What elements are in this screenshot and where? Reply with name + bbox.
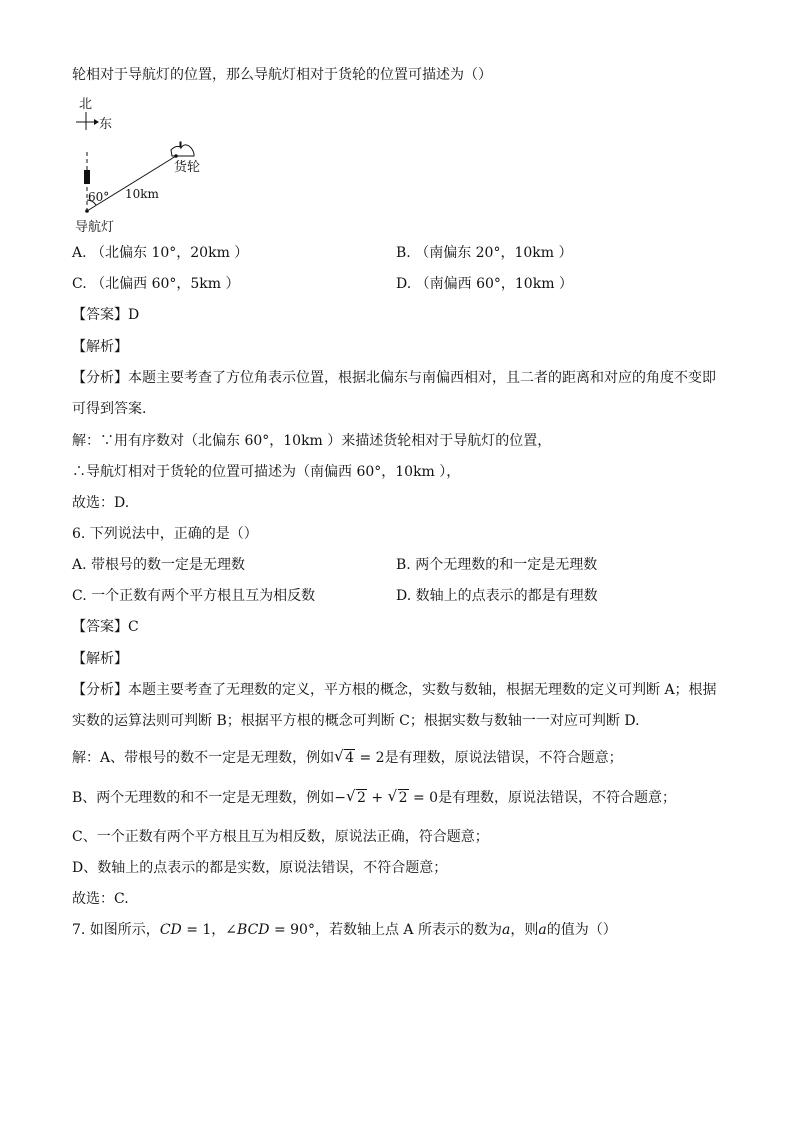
q7-angle-val: = 90°，: [269, 922, 329, 938]
q7-mid: 若数轴上点 A 所表示的数为: [328, 922, 502, 938]
lighthouse-point: [85, 209, 89, 213]
q5-analysis-2: 可得到答案.: [72, 401, 147, 417]
q7-cd-val: = 1，: [181, 922, 226, 938]
lighthouse-label: 导航灯: [75, 220, 115, 235]
q5-option-b: B. （南偏东 20°，10km ）: [396, 245, 573, 261]
q5-option-c: C. （北偏西 60°，5km ）: [72, 276, 240, 292]
q6-stem: 6. 下列说法中，正确的是（）: [72, 526, 258, 542]
east-label: 东: [99, 117, 113, 132]
q5-analysis-1: 【分析】本题主要考查了方位角表示位置，根据北偏东与南偏西相对，且二者的距离和对应的角度不变即: [72, 370, 716, 386]
q5-solution-1: 解：∵用有序数对（北偏东 60°，10km ）来描述货轮相对于导航灯的位置，: [72, 433, 552, 449]
q5-answer: 【答案】D: [72, 307, 140, 323]
q6-option-b: B. 两个无理数的和一定是无理数: [396, 557, 598, 573]
q6-solution-a-eq: = 2: [355, 750, 385, 766]
distance-label: 10km: [125, 187, 159, 201]
ship-label: 货轮: [174, 160, 201, 175]
q6-option-d: D. 数轴上的点表示的都是有理数: [396, 588, 598, 604]
q6-analysis-2: 实数的运算法则可判断 B；根据平方根的概念可判断 C；根据实数与数轴一一对应可判断 D.: [72, 713, 640, 729]
q6-solution-a-pre: 解：A、带根号的数不一定是无理数，例如: [72, 750, 335, 766]
sqrt-2-first-radicand: 2: [357, 790, 366, 806]
sqrt-2-second: [388, 788, 409, 808]
q6-solution-d: D、数轴上的点表示的都是实数，原说法错误，不符合题意；: [72, 860, 448, 876]
q6-solution-b-post: 是有理数，原说法错误，不符合题意；: [438, 790, 677, 806]
q5-jiexi: 【解析】: [72, 339, 128, 355]
q7-tail: 的值为（）: [546, 922, 617, 938]
q7-stem: [72, 920, 617, 940]
q6-solution-c: C、一个正数有两个平方根且互为相反数，原说法正确，符合题意；: [72, 829, 489, 845]
q7-a2: a: [538, 922, 547, 938]
sqrt-2-first: [346, 788, 367, 808]
q6-solution-b-pre: B、两个无理数的和不一定是无理数，例如: [72, 790, 335, 806]
q7-then: ，则: [510, 922, 539, 938]
q6-jiexi: 【解析】: [72, 651, 128, 667]
q6-answer: 【答案】C: [72, 619, 139, 635]
q5-stem-tail: 轮相对于导航灯的位置，那么导航灯相对于货轮的位置可描述为（）: [72, 67, 492, 83]
q7-cd: CD: [159, 922, 182, 938]
q5-figure: [68, 92, 238, 238]
ship-icon: [171, 142, 194, 156]
angle-label: 60°: [88, 190, 110, 204]
q5-conclusion: 故选：D.: [72, 495, 130, 511]
q6-solution-a: [72, 748, 623, 768]
q6-solution-b-neg: −: [334, 790, 347, 806]
q6-conclusion: 故选：C.: [72, 891, 129, 907]
q7-num: 7. 如图所示，: [72, 922, 160, 938]
north-label: 北: [79, 97, 93, 112]
sqrt-4: [334, 748, 355, 768]
q5-option-d: D. （南偏西 60°，10km ）: [396, 276, 573, 292]
q7-a1: a: [501, 922, 511, 938]
q6-solution-b: [72, 788, 676, 808]
q6-option-c: C. 一个正数有两个平方根且互为相反数: [72, 588, 316, 604]
q6-option-a: A. 带根号的数一定是无理数: [72, 557, 246, 573]
q6-solution-a-post: 是有理数，原说法错误，不符合题意；: [384, 750, 623, 766]
sqrt-2-second-radicand: 2: [398, 790, 408, 806]
q5-solution-2: ∴导航灯相对于货轮的位置可描述为（南偏西 60°，10km ），: [72, 464, 461, 480]
q6-solution-b-eq: = 0: [408, 790, 439, 806]
q7-angle: ∠BCD: [225, 922, 270, 938]
q6-analysis-1: 【分析】本题主要考查了无理数的定义，平方根的概念，实数与数轴，根据无理数的定义可判断 A；根据: [72, 682, 717, 698]
q5-option-a: A. （北偏东 10°，20km ）: [72, 245, 249, 261]
q6-solution-b-plus: +: [366, 790, 388, 806]
lighthouse-tower: [84, 170, 90, 184]
sqrt-4-radicand: 4: [345, 750, 355, 766]
